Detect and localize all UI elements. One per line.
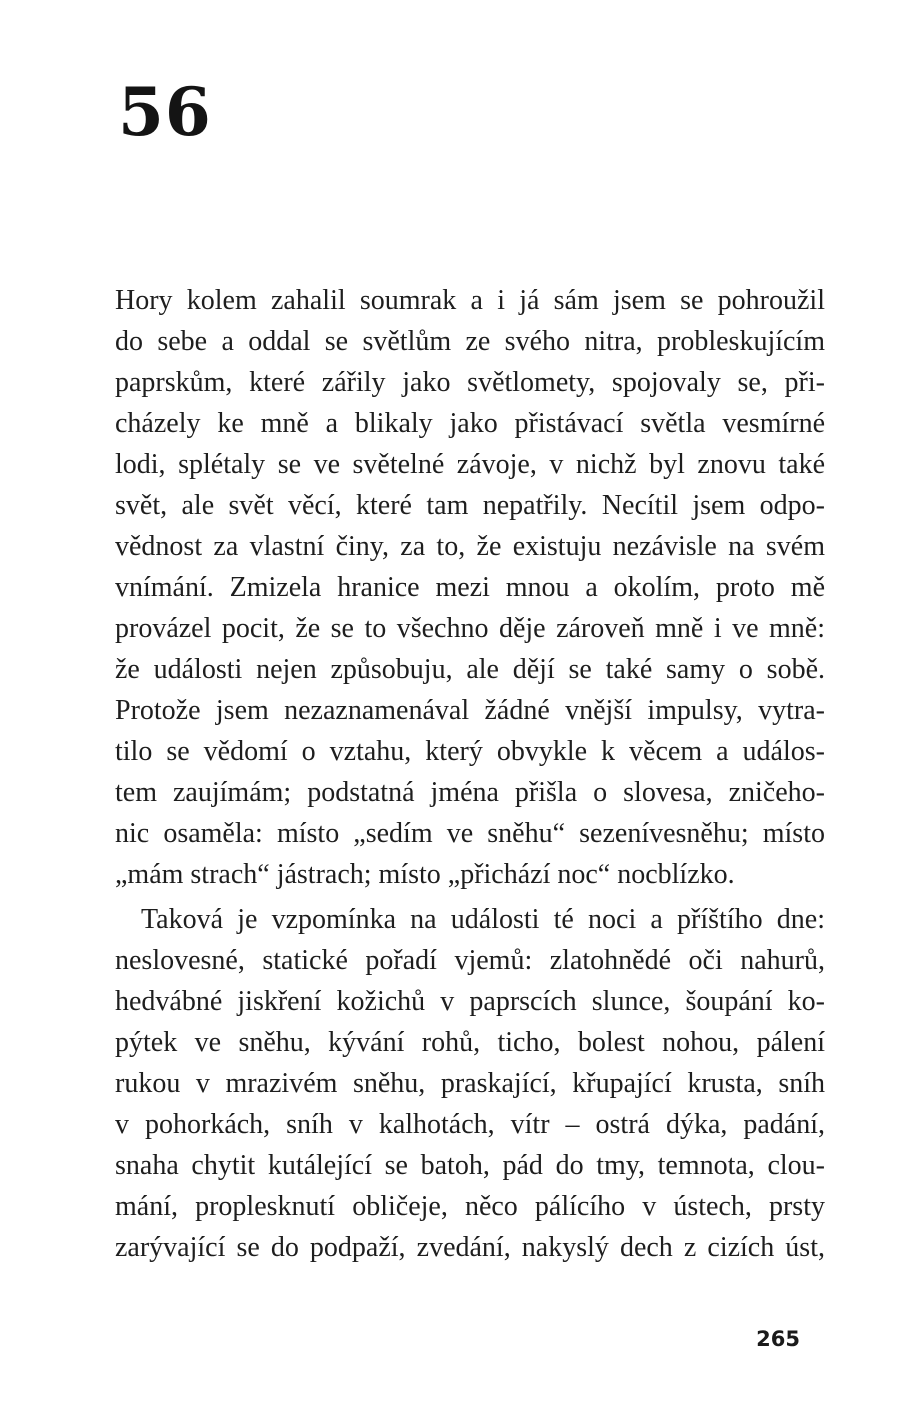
text-line: lodi, splétaly se ve světelné závoje, v nichž byl znovu také: [115, 449, 825, 480]
text-line: v pohorkách, sníh v kalhotách, vítr – ostrá dýka, padání,: [115, 1109, 825, 1140]
text-line: hedvábné jiskření kožichů v paprscích slunce, šoupání ko-: [115, 986, 825, 1017]
page-number: 265: [756, 1327, 800, 1351]
text-line: Protože jsem nezaznamenával žádné vnější impulsy, vytra-: [115, 695, 825, 726]
text-line: rukou v mrazivém sněhu, praskající, křupající krusta, sníh: [115, 1068, 825, 1099]
text-line: cházely ke mně a blikaly jako přistávací světla vesmírné: [115, 408, 825, 439]
text-line: „mám strach“ jástrach; místo „přichází noc“ nocblízko.: [115, 859, 735, 890]
text-line: svět, ale svět věcí, které tam nepatřily. Necítil jsem odpo-: [115, 490, 825, 521]
text-line: tem zaujímám; podstatná jména přišla o slovesa, zničeho-: [115, 777, 825, 808]
text-line: nic osaměla: místo „sedím ve sněhu“ sezenívesněhu; místo: [115, 818, 825, 849]
text-line: tilo se vědomí o vztahu, který obvykle k věcem a událos-: [115, 736, 825, 767]
text-line: do sebe a oddal se světlům ze svého nitra, probleskujícím: [115, 326, 825, 357]
text-line: pýtek ve sněhu, kývání rohů, ticho, bolest nohou, pálení: [115, 1027, 825, 1058]
text-line: vědnost za vlastní činy, za to, že existuju nezávisle na svém: [115, 531, 825, 562]
text-line: Taková je vzpomínka na události té noci a příštího dne:: [141, 904, 825, 935]
chapter-number: 56: [118, 73, 212, 151]
paragraph: [115, 899, 825, 1268]
body-text: [115, 280, 825, 1268]
text-line: snaha chytit kutálející se batoh, pád do tmy, temnota, clou-: [115, 1150, 825, 1181]
text-line: vnímání. Zmizela hranice mezi mnou a okolím, proto mě: [115, 572, 825, 603]
paragraph: [115, 280, 825, 895]
text-line: neslovesné, statické pořadí vjemů: zlatohnědé oči nahurů,: [115, 945, 825, 976]
text-line: mání, proplesknutí obličeje, něco pálícího v ústech, prsty: [115, 1191, 825, 1222]
text-line: provázel pocit, že se to všechno děje zároveň mně i ve mně:: [115, 613, 825, 644]
text-line: zarývající se do podpaží, zvedání, nakyslý dech z cizích úst,: [115, 1232, 825, 1263]
text-line: paprskům, které zářily jako světlomety, spojovaly se, při-: [115, 367, 825, 398]
text-line: že události nejen způsobuju, ale dějí se také samy o sobě.: [115, 654, 825, 685]
text-line: Hory kolem zahalil soumrak a i já sám jsem se pohroužil: [115, 285, 825, 316]
